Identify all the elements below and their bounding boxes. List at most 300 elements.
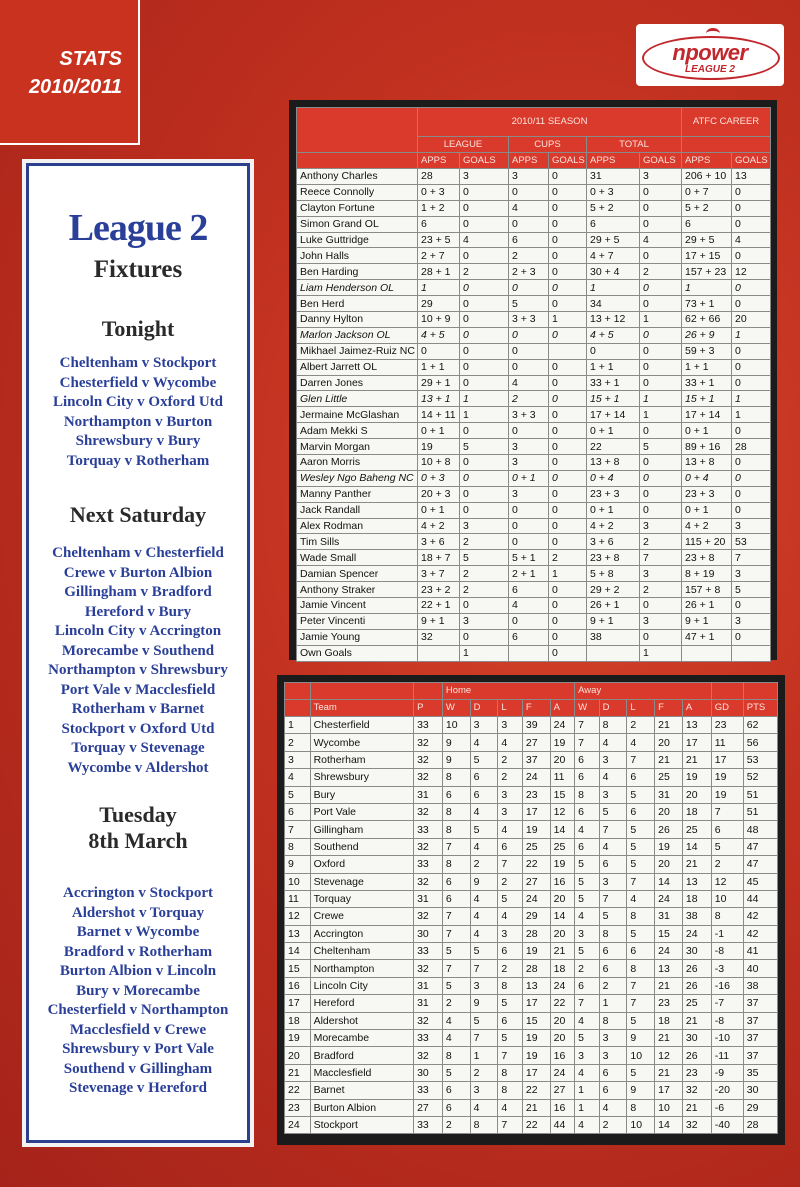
stat-cell: 6 bbox=[682, 216, 732, 232]
fixture-item: Port Vale v Macclesfield bbox=[60, 681, 216, 698]
stat-cell: 0 bbox=[732, 296, 771, 312]
player-name: Jack Randall bbox=[297, 502, 418, 518]
position-cell: 20 bbox=[285, 1047, 311, 1064]
fixtures-section-next-saturday bbox=[29, 502, 247, 778]
stat-cell: 6 bbox=[627, 769, 655, 786]
fixture-item: Burton Albion v Lincoln bbox=[59, 963, 217, 979]
table-row bbox=[285, 1064, 778, 1081]
stat-cell: 5 bbox=[627, 1064, 655, 1081]
stat-cell: 0 bbox=[732, 502, 771, 518]
team-name: Shrewsbury bbox=[310, 769, 413, 786]
stat-cell: 4 bbox=[509, 598, 549, 614]
stat-cell: 27 bbox=[522, 734, 550, 751]
column-header: L bbox=[498, 700, 523, 717]
stat-cell: 14 bbox=[550, 908, 575, 925]
table-row bbox=[285, 977, 778, 994]
table-row bbox=[285, 717, 778, 734]
stat-cell: 4 bbox=[460, 232, 509, 248]
stat-cell: 6 bbox=[498, 943, 523, 960]
stat-cell: 4 bbox=[509, 375, 549, 391]
table-row bbox=[285, 873, 778, 890]
stat-cell: 21 bbox=[655, 751, 683, 768]
stat-cell: 23 bbox=[711, 717, 743, 734]
stat-cell: 0 bbox=[549, 455, 587, 471]
fixtures-subheading: Fixtures bbox=[93, 256, 183, 283]
stat-cell: 14 bbox=[682, 838, 711, 855]
stat-cell: -7 bbox=[711, 995, 743, 1012]
stat-cell: 45 bbox=[743, 873, 777, 890]
stat-cell: 73 + 1 bbox=[682, 296, 732, 312]
stat-cell: 0 bbox=[460, 598, 509, 614]
stat-cell: 0 bbox=[549, 645, 587, 661]
stat-cell: 21 bbox=[550, 943, 575, 960]
stat-cell: 6 bbox=[575, 838, 600, 855]
stat-cell: 0 bbox=[549, 534, 587, 550]
stat-cell: 15 bbox=[550, 786, 575, 803]
position-cell: 10 bbox=[285, 873, 311, 890]
stat-cell: 9 + 1 bbox=[418, 613, 460, 629]
stat-cell: 0 bbox=[640, 359, 682, 375]
fixture-item: Northampton v Burton bbox=[63, 413, 213, 430]
stat-cell: 6 bbox=[498, 1012, 523, 1029]
stat-cell: 4 bbox=[575, 908, 600, 925]
stat-cell: 0 bbox=[460, 200, 509, 216]
stat-cell: 6 bbox=[575, 977, 600, 994]
stat-cell: 20 bbox=[655, 803, 683, 820]
position-cell: 8 bbox=[285, 838, 311, 855]
stat-cell: 0 bbox=[549, 598, 587, 614]
table-row bbox=[297, 264, 771, 280]
stat-cell: 10 bbox=[442, 717, 470, 734]
stat-cell: 2 bbox=[442, 995, 470, 1012]
stat-cell: 31 bbox=[655, 908, 683, 925]
stat-cell: 0 bbox=[732, 248, 771, 264]
stat-cell: 5 bbox=[575, 1030, 600, 1047]
stat-cell: 32 bbox=[414, 960, 443, 977]
stat-cell: 4 bbox=[599, 838, 627, 855]
stat-cell: 29 bbox=[418, 296, 460, 312]
stat-cell: 33 bbox=[414, 821, 443, 838]
stat-cell: 0 bbox=[549, 502, 587, 518]
stat-cell: 1 bbox=[575, 1082, 600, 1099]
stat-cell: 157 + 8 bbox=[682, 582, 732, 598]
table-row bbox=[297, 629, 771, 645]
stat-cell: 5 bbox=[470, 1012, 498, 1029]
stat-cell: 24 bbox=[550, 1064, 575, 1081]
stat-cell: 0 bbox=[460, 280, 509, 296]
position-cell: 4 bbox=[285, 769, 311, 786]
position-cell: 22 bbox=[285, 1082, 311, 1099]
stat-cell: 2 + 3 bbox=[509, 264, 549, 280]
stat-cell: 26 bbox=[682, 960, 711, 977]
league-table-body bbox=[285, 717, 778, 1134]
table-row bbox=[285, 1082, 778, 1099]
stat-cell: 7 bbox=[627, 977, 655, 994]
stat-cell: 0 bbox=[549, 280, 587, 296]
table-row bbox=[297, 375, 771, 391]
stat-cell: 20 bbox=[550, 1012, 575, 1029]
stat-cell: 19 bbox=[522, 821, 550, 838]
stat-cell: 0 bbox=[509, 343, 549, 359]
column-header: GD bbox=[711, 700, 743, 717]
stat-cell: 0 bbox=[549, 359, 587, 375]
stat-cell: 0 + 1 bbox=[418, 502, 460, 518]
stat-cell: 1 bbox=[460, 391, 509, 407]
column-header: P bbox=[414, 700, 443, 717]
stat-cell: 0 bbox=[549, 613, 587, 629]
stat-cell: 4 bbox=[470, 890, 498, 907]
table-row bbox=[297, 200, 771, 216]
stat-cell: 22 bbox=[522, 1082, 550, 1099]
stat-cell: 19 bbox=[682, 769, 711, 786]
stat-cell bbox=[732, 645, 771, 661]
stat-cell: 12 bbox=[550, 803, 575, 820]
stat-cell: 4 bbox=[509, 200, 549, 216]
position-cell: 2 bbox=[285, 734, 311, 751]
team-name: Lincoln City bbox=[310, 977, 413, 994]
header-total: TOTAL bbox=[587, 137, 682, 153]
stat-cell: 3 bbox=[732, 566, 771, 582]
table-row bbox=[297, 613, 771, 629]
stat-cell: 2 + 7 bbox=[418, 248, 460, 264]
stat-cell: 89 + 16 bbox=[682, 439, 732, 455]
column-header: GOALS bbox=[460, 153, 509, 169]
stat-cell: 47 bbox=[743, 838, 777, 855]
stat-cell: 0 bbox=[640, 375, 682, 391]
stat-cell: 0 + 1 bbox=[682, 423, 732, 439]
stat-cell: 6 bbox=[711, 821, 743, 838]
stat-cell: 0 bbox=[509, 359, 549, 375]
stat-cell: 3 bbox=[599, 1030, 627, 1047]
stat-cell: 13 bbox=[522, 977, 550, 994]
stat-cell: 20 bbox=[732, 312, 771, 328]
stat-cell: 29 + 2 bbox=[587, 582, 640, 598]
stat-cell: 3 bbox=[470, 1082, 498, 1099]
player-name: Own Goals bbox=[297, 645, 418, 661]
stat-cell: 23 + 8 bbox=[682, 550, 732, 566]
fixture-item: Stevenage v Hereford bbox=[68, 1080, 208, 1096]
stat-cell: 53 bbox=[743, 751, 777, 768]
stat-cell: 206 + 10 bbox=[682, 169, 732, 185]
stat-cell: 29 bbox=[522, 908, 550, 925]
stat-cell: 30 bbox=[682, 1030, 711, 1047]
stat-cell: 4 bbox=[498, 908, 523, 925]
stat-cell: -11 bbox=[711, 1047, 743, 1064]
table-row bbox=[285, 943, 778, 960]
stat-cell: 4 bbox=[498, 734, 523, 751]
stat-cell: 19 bbox=[655, 838, 683, 855]
stat-cell: 21 bbox=[682, 856, 711, 873]
stat-cell: -3 bbox=[711, 960, 743, 977]
stat-cell: 4 bbox=[470, 734, 498, 751]
team-name: Accrington bbox=[310, 925, 413, 942]
stat-cell: 6 bbox=[575, 769, 600, 786]
header-season: 2010/11 SEASON bbox=[418, 108, 682, 137]
stat-cell: 62 + 66 bbox=[682, 312, 732, 328]
stat-cell: 29 bbox=[743, 1099, 777, 1116]
stat-cell: 0 bbox=[509, 216, 549, 232]
stat-cell: 2 bbox=[460, 534, 509, 550]
stat-cell: 2 bbox=[498, 873, 523, 890]
stat-cell: 0 bbox=[549, 582, 587, 598]
stat-cell: 5 bbox=[599, 908, 627, 925]
fixture-item: Rotherham v Barnet bbox=[71, 701, 205, 717]
stat-cell: 4 bbox=[599, 734, 627, 751]
stat-cell: 0 bbox=[509, 327, 549, 343]
stat-cell: 32 bbox=[414, 873, 443, 890]
fixture-item: Crewe v Burton Albion bbox=[63, 564, 213, 581]
stat-cell: 25 bbox=[655, 769, 683, 786]
stat-cell: 3 bbox=[732, 518, 771, 534]
player-name: Peter Vincenti bbox=[297, 613, 418, 629]
stat-cell: 24 bbox=[522, 890, 550, 907]
stat-cell: 5 bbox=[575, 943, 600, 960]
stat-cell: 0 bbox=[732, 375, 771, 391]
table-row bbox=[297, 550, 771, 566]
fixtures-section-tonight bbox=[29, 316, 247, 471]
stat-cell: 6 bbox=[442, 1099, 470, 1116]
stat-cell: 17 + 14 bbox=[682, 407, 732, 423]
stat-cell: 0 bbox=[549, 518, 587, 534]
table-row bbox=[297, 423, 771, 439]
position-cell: 7 bbox=[285, 821, 311, 838]
stat-cell: 8 bbox=[442, 1047, 470, 1064]
column-header: A bbox=[682, 700, 711, 717]
stat-cell: 12 bbox=[711, 873, 743, 890]
stat-cell: 2 bbox=[575, 960, 600, 977]
stat-cell: 0 bbox=[509, 613, 549, 629]
table-row bbox=[297, 312, 771, 328]
stat-cell: 19 bbox=[550, 734, 575, 751]
player-name: Reece Connolly bbox=[297, 184, 418, 200]
stat-cell: 3 bbox=[498, 786, 523, 803]
stat-cell: 0 bbox=[549, 248, 587, 264]
stat-cell: 8 bbox=[599, 717, 627, 734]
stat-cell: 0 bbox=[549, 423, 587, 439]
stat-cell: 6 bbox=[509, 629, 549, 645]
team-name: Rotherham bbox=[310, 751, 413, 768]
stat-cell: 16 bbox=[550, 1047, 575, 1064]
stat-cell: 15 bbox=[655, 925, 683, 942]
table-row bbox=[285, 960, 778, 977]
table-row bbox=[285, 1047, 778, 1064]
fixture-item: Stockport v Oxford Utd bbox=[61, 720, 215, 737]
stat-cell: 5 bbox=[442, 977, 470, 994]
stat-cell: 20 bbox=[550, 890, 575, 907]
table-row bbox=[285, 1099, 778, 1116]
stat-cell: 2 bbox=[460, 582, 509, 598]
stat-cell: 5 bbox=[599, 803, 627, 820]
stat-cell: 5 bbox=[627, 821, 655, 838]
stat-cell: 4 bbox=[442, 1030, 470, 1047]
stat-cell: 21 bbox=[682, 751, 711, 768]
stat-cell: 0 bbox=[549, 169, 587, 185]
league-table-panel bbox=[277, 675, 785, 1145]
stat-cell: 33 bbox=[414, 1030, 443, 1047]
stat-cell: 25 bbox=[550, 838, 575, 855]
team-name: Hereford bbox=[310, 995, 413, 1012]
table-row bbox=[285, 769, 778, 786]
stat-cell: 32 bbox=[414, 751, 443, 768]
stat-cell: 9 + 1 bbox=[682, 613, 732, 629]
stat-cell: -8 bbox=[711, 1012, 743, 1029]
stat-cell: 7 bbox=[599, 821, 627, 838]
position-cell: 24 bbox=[285, 1116, 311, 1133]
stat-cell: 6 bbox=[442, 873, 470, 890]
stat-cell: 13 + 8 bbox=[682, 455, 732, 471]
player-name: Albert Jarrett OL bbox=[297, 359, 418, 375]
stat-cell: 1 bbox=[587, 280, 640, 296]
stat-cell: 8 bbox=[442, 803, 470, 820]
stat-cell: 1 bbox=[682, 280, 732, 296]
stat-cell: 3 bbox=[640, 518, 682, 534]
header-home: Home bbox=[442, 683, 574, 700]
stat-cell: 8 bbox=[599, 1012, 627, 1029]
stat-cell: 1 bbox=[460, 407, 509, 423]
stat-cell: 1 bbox=[732, 407, 771, 423]
stat-cell: 10 + 9 bbox=[418, 312, 460, 328]
table-row bbox=[285, 838, 778, 855]
stat-cell: 0 bbox=[640, 280, 682, 296]
player-stats-panel bbox=[289, 100, 777, 660]
stat-cell: 0 + 1 bbox=[509, 470, 549, 486]
stat-cell: 30 bbox=[682, 943, 711, 960]
stat-cell: 32 bbox=[682, 1082, 711, 1099]
stat-cell: 9 bbox=[442, 751, 470, 768]
stat-cell: 6 bbox=[599, 943, 627, 960]
stat-cell: 29 + 5 bbox=[587, 232, 640, 248]
stat-cell: 3 bbox=[498, 803, 523, 820]
stat-cell: 7 bbox=[599, 890, 627, 907]
stat-cell: 0 bbox=[460, 248, 509, 264]
stat-cell: 5 bbox=[509, 296, 549, 312]
stat-cell: 0 bbox=[509, 518, 549, 534]
stat-cell: 1 bbox=[470, 1047, 498, 1064]
stat-cell: 12 bbox=[732, 264, 771, 280]
stat-cell: 7 bbox=[470, 960, 498, 977]
stat-cell: 32 bbox=[414, 769, 443, 786]
team-name: Southend bbox=[310, 838, 413, 855]
stat-cell: 0 + 1 bbox=[682, 502, 732, 518]
column-header: GOALS bbox=[732, 153, 771, 169]
stat-cell: 3 bbox=[599, 786, 627, 803]
stat-cell: 0 + 3 bbox=[587, 184, 640, 200]
stat-cell: 13 + 12 bbox=[587, 312, 640, 328]
stat-cell: 3 bbox=[640, 613, 682, 629]
table-row bbox=[285, 821, 778, 838]
stat-cell: 7 bbox=[470, 1030, 498, 1047]
logo-league: LEAGUE 2 bbox=[684, 64, 735, 75]
stat-cell: 0 + 4 bbox=[682, 470, 732, 486]
player-name: Jamie Young bbox=[297, 629, 418, 645]
stat-cell: 2 bbox=[627, 717, 655, 734]
stat-cell: 0 bbox=[460, 359, 509, 375]
table-row bbox=[285, 925, 778, 942]
stat-cell: 12 bbox=[655, 1047, 683, 1064]
stat-cell: 1 bbox=[640, 407, 682, 423]
stat-cell: 37 bbox=[743, 1030, 777, 1047]
stat-cell: 28 + 1 bbox=[418, 264, 460, 280]
team-name: Morecambe bbox=[310, 1030, 413, 1047]
stat-cell: 32 bbox=[414, 803, 443, 820]
stat-cell: 1 bbox=[640, 645, 682, 661]
table-row bbox=[297, 455, 771, 471]
stat-cell: 6 bbox=[575, 803, 600, 820]
position-cell: 9 bbox=[285, 856, 311, 873]
table-row bbox=[297, 502, 771, 518]
fixtures-panel bbox=[26, 163, 250, 1143]
stat-cell: 44 bbox=[550, 1116, 575, 1133]
stat-cell: 33 + 1 bbox=[682, 375, 732, 391]
player-name: Marlon Jackson OL bbox=[297, 327, 418, 343]
stat-cell: 7 bbox=[442, 908, 470, 925]
stat-cell: 6 bbox=[575, 751, 600, 768]
stat-cell: 21 bbox=[682, 1012, 711, 1029]
stat-cell: 18 + 7 bbox=[418, 550, 460, 566]
stat-cell: 1 bbox=[549, 312, 587, 328]
stat-cell: 7 bbox=[627, 751, 655, 768]
stat-cell: 18 bbox=[682, 890, 711, 907]
stat-cell: 0 bbox=[460, 423, 509, 439]
column-header: GOALS bbox=[640, 153, 682, 169]
stat-cell: 32 bbox=[414, 908, 443, 925]
stat-cell: 5 bbox=[460, 550, 509, 566]
position-cell: 17 bbox=[285, 995, 311, 1012]
stat-cell: 28 bbox=[732, 439, 771, 455]
stat-cell: 8 + 19 bbox=[682, 566, 732, 582]
stat-cell: 11 bbox=[550, 769, 575, 786]
stat-cell: 8 bbox=[442, 856, 470, 873]
section-title-line1: Tuesday bbox=[99, 802, 177, 827]
stat-cell: 35 bbox=[743, 1064, 777, 1081]
stat-cell: 5 bbox=[575, 856, 600, 873]
stat-cell: 16 bbox=[550, 1099, 575, 1116]
stat-cell: 53 bbox=[732, 534, 771, 550]
stat-cell: 0 bbox=[549, 375, 587, 391]
column-header: APPS bbox=[418, 153, 460, 169]
table-row bbox=[285, 856, 778, 873]
stat-cell bbox=[682, 645, 732, 661]
stat-cell: 0 bbox=[549, 391, 587, 407]
fixture-item: Bradford v Rotherham bbox=[63, 943, 213, 960]
stat-cell: 5 bbox=[575, 890, 600, 907]
table-row bbox=[297, 296, 771, 312]
stat-cell: 20 bbox=[550, 751, 575, 768]
stat-cell: 6 bbox=[470, 769, 498, 786]
stat-cell: 17 bbox=[522, 803, 550, 820]
stat-cell: 0 bbox=[549, 327, 587, 343]
stat-cell: 8 bbox=[498, 1064, 523, 1081]
stat-cell: 0 bbox=[732, 359, 771, 375]
column-header: L bbox=[627, 700, 655, 717]
stat-cell: 3 bbox=[509, 455, 549, 471]
table-row bbox=[297, 486, 771, 502]
stat-cell: 1 bbox=[640, 312, 682, 328]
stat-cell: 4 bbox=[575, 1064, 600, 1081]
stat-cell: 6 bbox=[599, 960, 627, 977]
stat-cell bbox=[509, 645, 549, 661]
stat-cell: 2 bbox=[470, 856, 498, 873]
stat-cell: 0 bbox=[587, 343, 640, 359]
fixture-item: Lincoln City v Accrington bbox=[54, 623, 222, 639]
stat-cell: 0 bbox=[640, 216, 682, 232]
stat-cell: 23 + 8 bbox=[587, 550, 640, 566]
fixture-item: Accrington v Stockport bbox=[63, 885, 213, 901]
stat-cell: 30 bbox=[743, 1082, 777, 1099]
fixtures-section-tuesday bbox=[29, 802, 247, 1099]
table-row bbox=[297, 184, 771, 200]
stat-cell: 17 bbox=[711, 751, 743, 768]
